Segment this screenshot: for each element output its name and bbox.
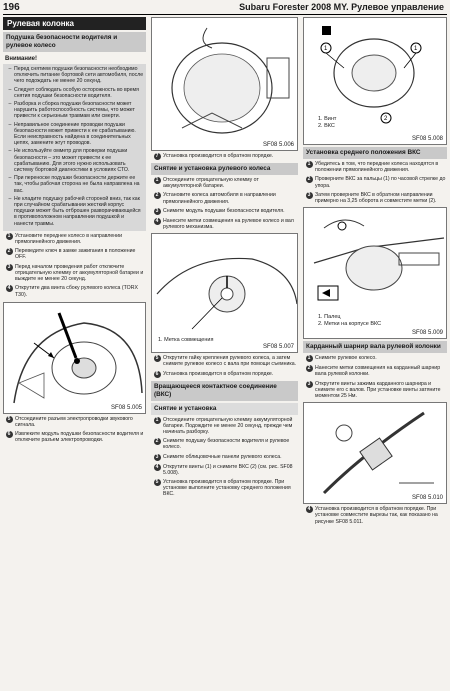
step-item: 5 Открутите гайку крепления рулевого колеса, а затем снимите рулевое колесо с вала при помощи съемника. [151, 355, 298, 367]
step-item: 3 Снимите модуль подушки безопасности водителя. [151, 208, 298, 215]
center-position-heading: Установка среднего положения ВКС [303, 147, 447, 159]
warning-item: – Следует соблюдать особую осторожность во время снятия подушки безопасности водителя. [8, 86, 139, 99]
figure-label: SF08 5.007 [262, 344, 294, 351]
universal-joint-heading: Карданный шарнир вала рулевой колонки [303, 341, 447, 353]
column-2 [151, 17, 298, 501]
svg-text:1: 1 [324, 46, 328, 52]
svg-text:1: 1 [414, 46, 418, 52]
step-item: 4 Открутите два винта сбоку рулевого колеса (TORX T30). [3, 285, 146, 297]
step-item: 7 Установка производится в обратном порядке. [151, 153, 298, 160]
figure-label: SF08 5.005 [110, 404, 142, 411]
warning-title: Внимание! [5, 56, 37, 62]
warning-item: – При переноске подушки безопасности держите ее так, чтобы рабочая сторона не была направлена на вас. [8, 175, 140, 194]
warning-box [3, 64, 146, 231]
step-item: 3 Снимите облицовочные панели рулевого колеса. [151, 454, 298, 461]
contact-coil-heading: Вращающееся контактное соединение (ВКС) [151, 381, 298, 401]
step-item: 3 Открутите винты зажима карданного шарнира и снимите его с валов. При установке винты затяните моментом 25 Нм. [303, 381, 447, 400]
figure-sf08-5010 [303, 402, 447, 504]
steering-wheel-screw-illustration [4, 303, 146, 413]
step-item: 6 Установка производится в обратном порядке. [151, 371, 298, 378]
step-item: 2 Установите колеса автомобиля в направлении прямолинейного движения. [151, 192, 298, 204]
step-item: 1 Отсоедините отрицательную клемму от аккумуляторной батареи. [151, 177, 298, 189]
alignment-mark-illustration [152, 234, 298, 352]
step-item: 5 Установка производится в обратном порядке. При установке выполните установку среднего положения ВКС. [151, 479, 298, 498]
step-item: 1 Отсоедините отрицательную клемму аккумуляторной батареи. Подождите не менее 20 секунд, прежде чем начинать разборку. [151, 417, 298, 436]
column-1 [3, 17, 146, 447]
warning-item: – Не используйте омметр для проверки подушки безопасности – это может привести к ее срабатыванию. Для этого нужно использовать систему бортовой диагностики в условиях СТО. [8, 148, 130, 174]
warning-item: – Разборка и сборка подушки безопасности может нарушить работоспособность системы, что может привести к серьезным травмам или смерти. [8, 101, 135, 120]
step-item: 2 Переведите ключ в замке зажигания в положение OFF. [3, 248, 146, 260]
figure-sf08-5007 [151, 233, 298, 353]
figure-label: SF08 5.006 [262, 142, 294, 148]
airbag-module-illustration [152, 18, 298, 150]
step-item: 3 Перед началом проведения работ отключите отрицательную клемму от аккумуляторной батареи и выждите не менее 20 секунд. [3, 264, 146, 283]
airbag-heading: Подушка безопасности водителя и рулевое колесо [3, 32, 146, 52]
figure-label: SF08 5.009 [411, 330, 443, 337]
header-rule [3, 14, 447, 15]
step-item: 3 Затем проверните ВКС в обратном направлении примерно на 3,25 оборота и совместите метки (2). [303, 192, 447, 204]
figure-sf08-5005 [3, 302, 146, 414]
contact-coil-subheading: Снятие и установка [151, 403, 298, 415]
step-item: 5 Отсоедините разъем электропроводки звукового сигнала. [3, 416, 146, 428]
warning-item: – Неправильное соединение проводки подушки безопасности может привести к ее срабатыванию. Если неисправность найдена в соединительных цепях, замените жгут проводов. [8, 121, 136, 147]
step-item: 4 Открутите винты (1) и снимите ВКС (2) (см. рис. SF08 5.008). [151, 464, 298, 476]
figure-legend: 1. Палец 2. Метки на корпусе ВКС [318, 314, 382, 328]
step-item: 1 Установите переднее колесо в направлении прямолинейного движения. [3, 233, 146, 245]
step-item: 2 Проверните ВКС за пальцы (1) по часовой стрелке до упора. [303, 176, 447, 188]
step-item: 1 Снимите рулевое колесо. [303, 355, 447, 362]
section-title: Рулевая колонка [3, 17, 146, 30]
svg-text:2: 2 [384, 116, 388, 122]
figure-sf08-5008 [303, 17, 447, 145]
wheel-removal-heading: Снятие и установка рулевого колеса [151, 163, 298, 175]
step-item: 6 Извлеките модуль подушки безопасности водителя и отключите разъем электропроводки. [3, 431, 146, 443]
universal-joint-illustration [304, 403, 447, 503]
step-item: 1 Убедитесь в том, что передние колеса находятся в положении прямолинейного движения. [303, 161, 447, 173]
column-3 [303, 17, 447, 528]
step-item: 2 Нанесите метки совмещения на карданный шарнир вала рулевой колонки. [303, 365, 447, 377]
warning-item: – Не кладите подушку рабочей стороной вниз, так как при случайном срабатывании жесткий корпус подушки может быть отброшен разворачивающейся в противоположном направлении подушкой и нанести травмы. [8, 195, 141, 227]
figure-label: SF08 5.010 [411, 495, 443, 502]
figure-legend: 1. Винт 2. ВКС [318, 116, 337, 129]
step-item: 4 Установка производится в обратном порядке. При установке совместите вырезы так, как показано на рисунке SF08 5.011. [303, 506, 447, 525]
step-item: 2 Снимите подушку безопасности водителя и рулевое колесо. [151, 438, 298, 450]
page-number: 196 [3, 2, 20, 13]
warning-item: – Перед снятием подушки безопасности необходимо отключить питание бортовой сети автомобиля, после чего подождать не менее 20 секунд. [8, 66, 144, 85]
figure-sf08-5006 [151, 17, 298, 151]
step-item: 4 Нанесите метки совмещения на рулевое колесо и вал рулевого механизма. [151, 218, 298, 230]
running-header: Subaru Forester 2008 MY. Рулевое управление [239, 2, 444, 12]
figure-legend: 1. Метка совмещения [158, 337, 214, 344]
figure-sf08-5009 [303, 207, 447, 339]
figure-label: SF08 5.008 [411, 136, 443, 142]
